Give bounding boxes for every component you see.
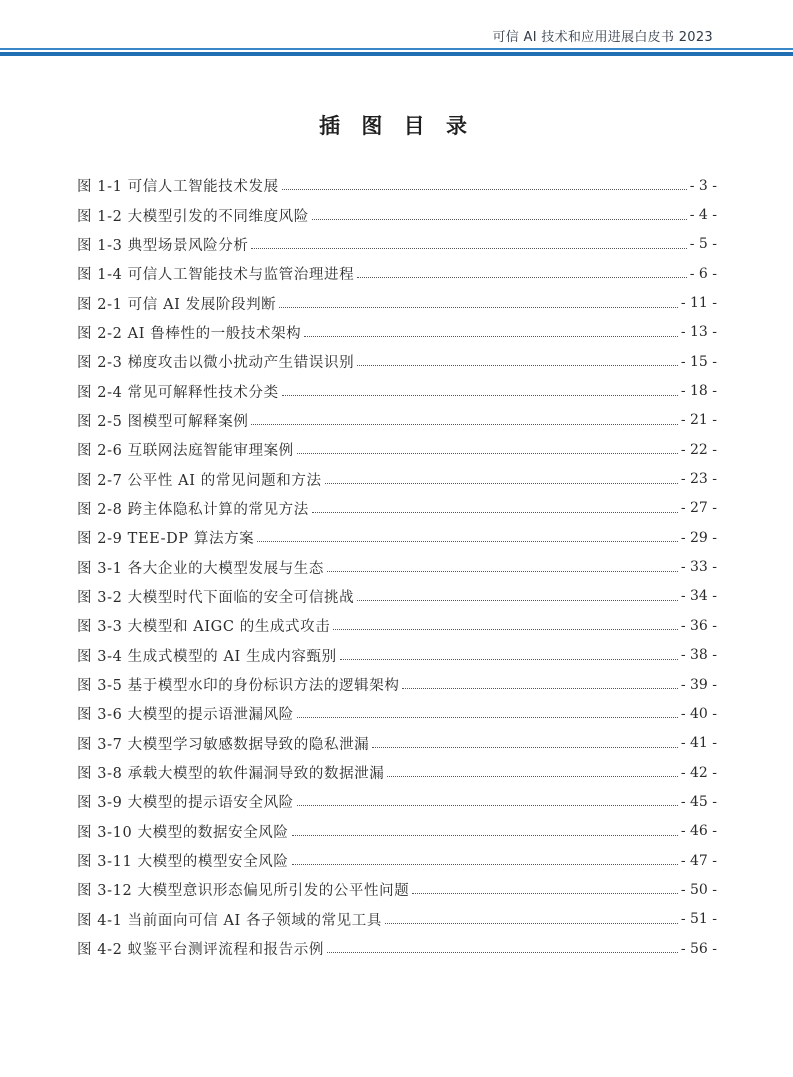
toc-entry-page: - 36 - xyxy=(680,617,717,634)
dot-leader xyxy=(279,307,678,308)
dot-leader xyxy=(304,336,678,337)
toc-entry[interactable] xyxy=(77,787,717,816)
dot-leader xyxy=(372,747,678,748)
toc-entry-page: - 22 - xyxy=(680,441,717,458)
toc-entry-label: 图 2-7 公平性 AI 的常见问题和方法 xyxy=(77,472,322,489)
dot-leader xyxy=(412,893,678,894)
toc-entry[interactable] xyxy=(77,347,717,376)
toc-entry[interactable] xyxy=(77,934,717,963)
dot-leader xyxy=(340,659,678,660)
dot-leader xyxy=(357,365,678,366)
toc-entry-label: 图 1-3 典型场景风险分析 xyxy=(77,237,249,254)
dot-leader xyxy=(251,424,677,425)
header-title: 可信 AI 技术和应用进展白皮书 2023 xyxy=(492,30,713,45)
toc-entry[interactable] xyxy=(77,846,717,875)
toc-entry-page: - 34 - xyxy=(680,588,717,605)
toc-entry[interactable] xyxy=(77,171,717,200)
toc-entry-label: 图 4-2 蚁鉴平台测评流程和报告示例 xyxy=(77,942,324,959)
toc-entry-page: - 6 - xyxy=(689,265,717,282)
toc-entry[interactable] xyxy=(77,200,717,229)
toc-entry[interactable] xyxy=(77,758,717,787)
toc-entry[interactable] xyxy=(77,318,717,347)
toc-entry-page: - 3 - xyxy=(689,177,717,194)
dot-leader xyxy=(327,571,678,572)
dot-leader xyxy=(357,600,678,601)
dot-leader xyxy=(333,629,677,630)
toc-entry-label: 图 3-10 大模型的数据安全风险 xyxy=(77,824,289,841)
dot-leader xyxy=(257,541,678,542)
dot-leader xyxy=(385,923,678,924)
dot-leader xyxy=(387,776,677,777)
toc-entry-page: - 27 - xyxy=(680,500,717,517)
toc-entry-label: 图 2-4 常见可解释性技术分类 xyxy=(77,384,279,401)
toc-entry-label: 图 2-1 可信 AI 发展阶段判断 xyxy=(77,296,277,313)
figure-list xyxy=(77,171,717,963)
toc-entry-label: 图 3-12 大模型意识形态偏见所引发的公平性问题 xyxy=(77,883,410,900)
dot-leader xyxy=(312,219,687,220)
dot-leader xyxy=(282,395,678,396)
toc-entry-label: 图 3-4 生成式模型的 AI 生成内容甄别 xyxy=(77,648,337,665)
toc-entry[interactable] xyxy=(77,905,717,934)
toc-entry-label: 图 2-3 梯度攻击以微小扰动产生错误识别 xyxy=(77,355,355,372)
toc-entry-label: 图 1-4 可信人工智能技术与监管治理进程 xyxy=(77,267,355,284)
dot-leader xyxy=(297,805,678,806)
toc-entry-page: - 29 - xyxy=(680,529,717,546)
toc-entry-page: - 51 - xyxy=(680,911,717,928)
toc-entry-label: 图 2-5 图模型可解释案例 xyxy=(77,413,249,430)
toc-entry[interactable] xyxy=(77,729,717,758)
dot-leader xyxy=(292,835,678,836)
toc-entry-label: 图 3-9 大模型的提示语安全风险 xyxy=(77,795,294,812)
toc-entry[interactable] xyxy=(77,464,717,493)
toc-entry[interactable] xyxy=(77,641,717,670)
toc-entry-label: 图 2-9 TEE-DP 算法方案 xyxy=(77,531,255,548)
dot-leader xyxy=(251,248,686,249)
toc-entry-page: - 23 - xyxy=(680,471,717,488)
toc-entry-page: - 46 - xyxy=(680,823,717,840)
dot-leader xyxy=(297,717,678,718)
toc-entry-page: - 42 - xyxy=(680,764,717,781)
toc-entry-label: 图 1-2 大模型引发的不同维度风险 xyxy=(77,208,309,225)
toc-entry-label: 图 1-1 可信人工智能技术发展 xyxy=(77,179,279,196)
page-title: 插 图 目 录 xyxy=(319,114,474,138)
dot-leader xyxy=(402,688,677,689)
toc-entry-label: 图 3-3 大模型和 AIGC 的生成式攻击 xyxy=(77,619,331,636)
toc-entry-page: - 21 - xyxy=(680,412,717,429)
dot-leader xyxy=(292,864,678,865)
toc-entry-page: - 38 - xyxy=(680,647,717,664)
toc-entry[interactable] xyxy=(77,611,717,640)
toc-entry-page: - 18 - xyxy=(680,383,717,400)
toc-entry-label: 图 3-2 大模型时代下面临的安全可信挑战 xyxy=(77,589,355,606)
toc-entry-page: - 50 - xyxy=(680,881,717,898)
toc-entry-label: 图 3-6 大模型的提示语泄漏风险 xyxy=(77,707,294,724)
toc-entry[interactable] xyxy=(77,259,717,288)
toc-entry-page: - 39 - xyxy=(680,676,717,693)
toc-entry[interactable] xyxy=(77,817,717,846)
toc-entry[interactable] xyxy=(77,230,717,259)
toc-entry-page: - 41 - xyxy=(680,735,717,752)
toc-entry-label: 图 3-5 基于模型水印的身份标识方法的逻辑架构 xyxy=(77,678,400,695)
toc-entry[interactable] xyxy=(77,376,717,405)
toc-entry-label: 图 2-2 AI 鲁棒性的一般技术架构 xyxy=(77,325,302,342)
toc-entry[interactable] xyxy=(77,552,717,581)
toc-entry-label: 图 3-8 承载大模型的软件漏洞导致的数据泄漏 xyxy=(77,766,385,783)
header-rule-thick xyxy=(0,52,793,56)
toc-entry[interactable] xyxy=(77,523,717,552)
toc-entry-page: - 15 - xyxy=(680,353,717,370)
dot-leader xyxy=(312,512,678,513)
toc-entry-page: - 33 - xyxy=(680,559,717,576)
toc-entry[interactable] xyxy=(77,875,717,904)
toc-entry[interactable] xyxy=(77,406,717,435)
dot-leader xyxy=(357,277,687,278)
toc-entry[interactable] xyxy=(77,582,717,611)
toc-entry-page: - 4 - xyxy=(689,207,717,224)
toc-entry[interactable] xyxy=(77,288,717,317)
toc-entry-label: 图 3-11 大模型的模型安全风险 xyxy=(77,854,289,871)
toc-entry-page: - 56 - xyxy=(680,940,717,957)
dot-leader xyxy=(327,952,678,953)
toc-entry-label: 图 3-7 大模型学习敏感数据导致的隐私泄漏 xyxy=(77,736,370,753)
toc-entry-label: 图 2-8 跨主体隐私计算的常见方法 xyxy=(77,501,309,518)
dot-leader xyxy=(325,483,678,484)
toc-entry[interactable] xyxy=(77,670,717,699)
toc-entry-page: - 11 - xyxy=(680,295,717,312)
dot-leader xyxy=(282,189,687,190)
toc-entry-page: - 40 - xyxy=(680,705,717,722)
toc-entry-label: 图 3-1 各大企业的大模型发展与生态 xyxy=(77,560,324,577)
toc-entry-page: - 47 - xyxy=(680,852,717,869)
dot-leader xyxy=(297,453,678,454)
toc-entry-page: - 45 - xyxy=(680,793,717,810)
toc-entry-page: - 5 - xyxy=(689,236,717,253)
toc-entry[interactable] xyxy=(77,494,717,523)
toc-entry-label: 图 2-6 互联网法庭智能审理案例 xyxy=(77,443,294,460)
toc-entry[interactable] xyxy=(77,435,717,464)
header-rule-thin xyxy=(0,48,793,50)
toc-entry[interactable] xyxy=(77,699,717,728)
toc-entry-page: - 13 - xyxy=(680,324,717,341)
toc-entry-label: 图 4-1 当前面向可信 AI 各子领域的常见工具 xyxy=(77,912,382,929)
